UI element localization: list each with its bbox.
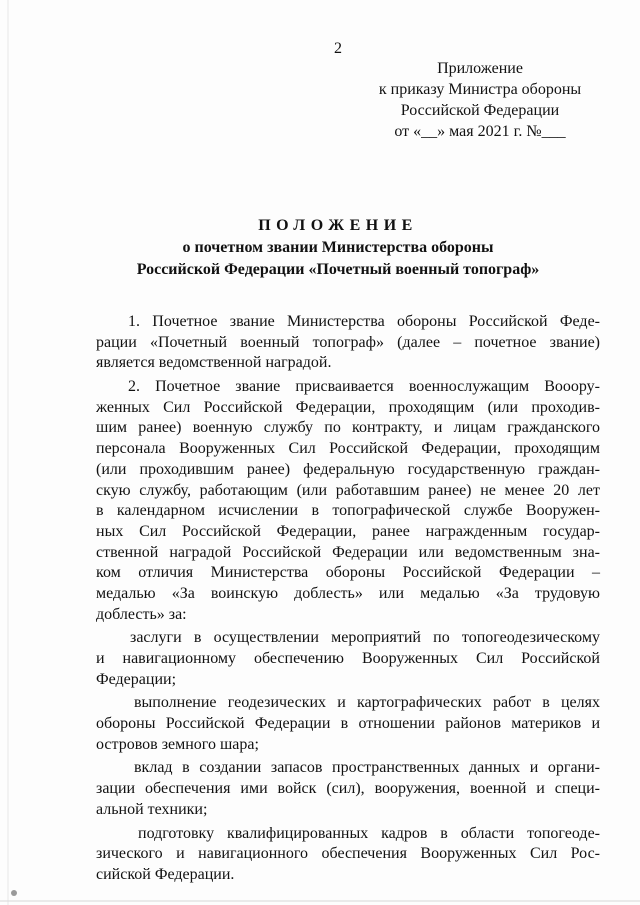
text-line: островов земного шара; (96, 735, 259, 753)
page-number: 2 (334, 40, 342, 57)
text-line: скую службу, работающим (или работавшим ранее) не менее 20 лет (96, 481, 600, 499)
text-line: рации «Почетный военный топограф» (далее – почетное звание) (96, 333, 600, 351)
paragraph-1 (96, 312, 600, 374)
text-line: сийской Федерации. (96, 865, 235, 883)
text-line: заслуги в осуществлении мероприятий по топогеодезическому (130, 629, 600, 647)
text-line: шим ранее) военную службу по контракту, и лицам гражданского (96, 419, 600, 437)
document-body (96, 312, 600, 886)
text-line: подготовку квалифицированных кадров в области топогеоде- (138, 824, 600, 842)
list-item-spatial-data (96, 758, 600, 820)
text-line: женных Сил Российской Федерации, проходящим (или проходив- (96, 398, 600, 416)
appendix-date-number: от «__» мая 2021 г. №___ (394, 123, 566, 140)
text-line: в календарном исчислении в топографической службе Вооружен- (96, 502, 600, 520)
text-line: доблесть» за: (96, 605, 187, 623)
text-line: обороны Российской Федерации в отношении районов материков и (96, 715, 600, 733)
list-item-training (96, 824, 600, 886)
text-line: является ведомственной наградой. (96, 354, 332, 372)
text-line: зического и навигационного обеспечения Вооруженных Сил Рос- (96, 845, 600, 863)
text-line: 2. Почетное звание присваивается военнослужащим Вооору- (128, 378, 600, 396)
text-line: 1. Почетное звание Министерства обороны Российской Феде- (128, 313, 600, 330)
text-line: альной техники; (96, 800, 208, 818)
appendix-order-ref: к приказу Министра обороны (378, 81, 582, 98)
text-line: ком отличия Министерства обороны Российской Федерации – (96, 564, 600, 582)
appendix-federation: Российской Федерации (400, 102, 560, 119)
text-line: ных Сил Российской Федерации, ранее награжденным государ- (96, 522, 600, 540)
text-line: зации обеспечения ими войск (сил), вооружения, военной и специ- (96, 780, 600, 798)
list-item-geodetic-works (96, 693, 600, 755)
document-subtitle-line-2: Российской Федерации «Почетный военный топограф» (136, 261, 540, 278)
appendix-header (330, 58, 630, 142)
document-title-block (0, 215, 640, 281)
document-subtitle-line-1: о почетном звании Министерства обороны (182, 239, 494, 256)
appendix-title: Приложение (437, 60, 523, 77)
text-line: выполнение геодезических и картографических работ в целях (134, 694, 600, 712)
text-line: ственной наградой Российской Федерации или ведомственным зна- (96, 543, 600, 561)
text-line: вклад в создании запасов пространственных данных и органи- (134, 759, 600, 777)
text-line: (или проходившим ранее) федеральную государственную граждан- (96, 460, 600, 478)
paragraph-2 (96, 377, 600, 625)
text-line: и навигационному обеспечению Вооруженных Сил Российской (96, 650, 600, 667)
list-item-merits (96, 628, 600, 690)
text-line: персонала Вооруженных Сил Российской Федерации, проходящим (96, 440, 600, 458)
text-line: Федерации; (96, 670, 177, 688)
document-title: ПОЛОЖЕНИЕ (258, 217, 418, 234)
text-line: медалью «За воинскую доблесть» или медалью «За трудовую (96, 584, 600, 602)
